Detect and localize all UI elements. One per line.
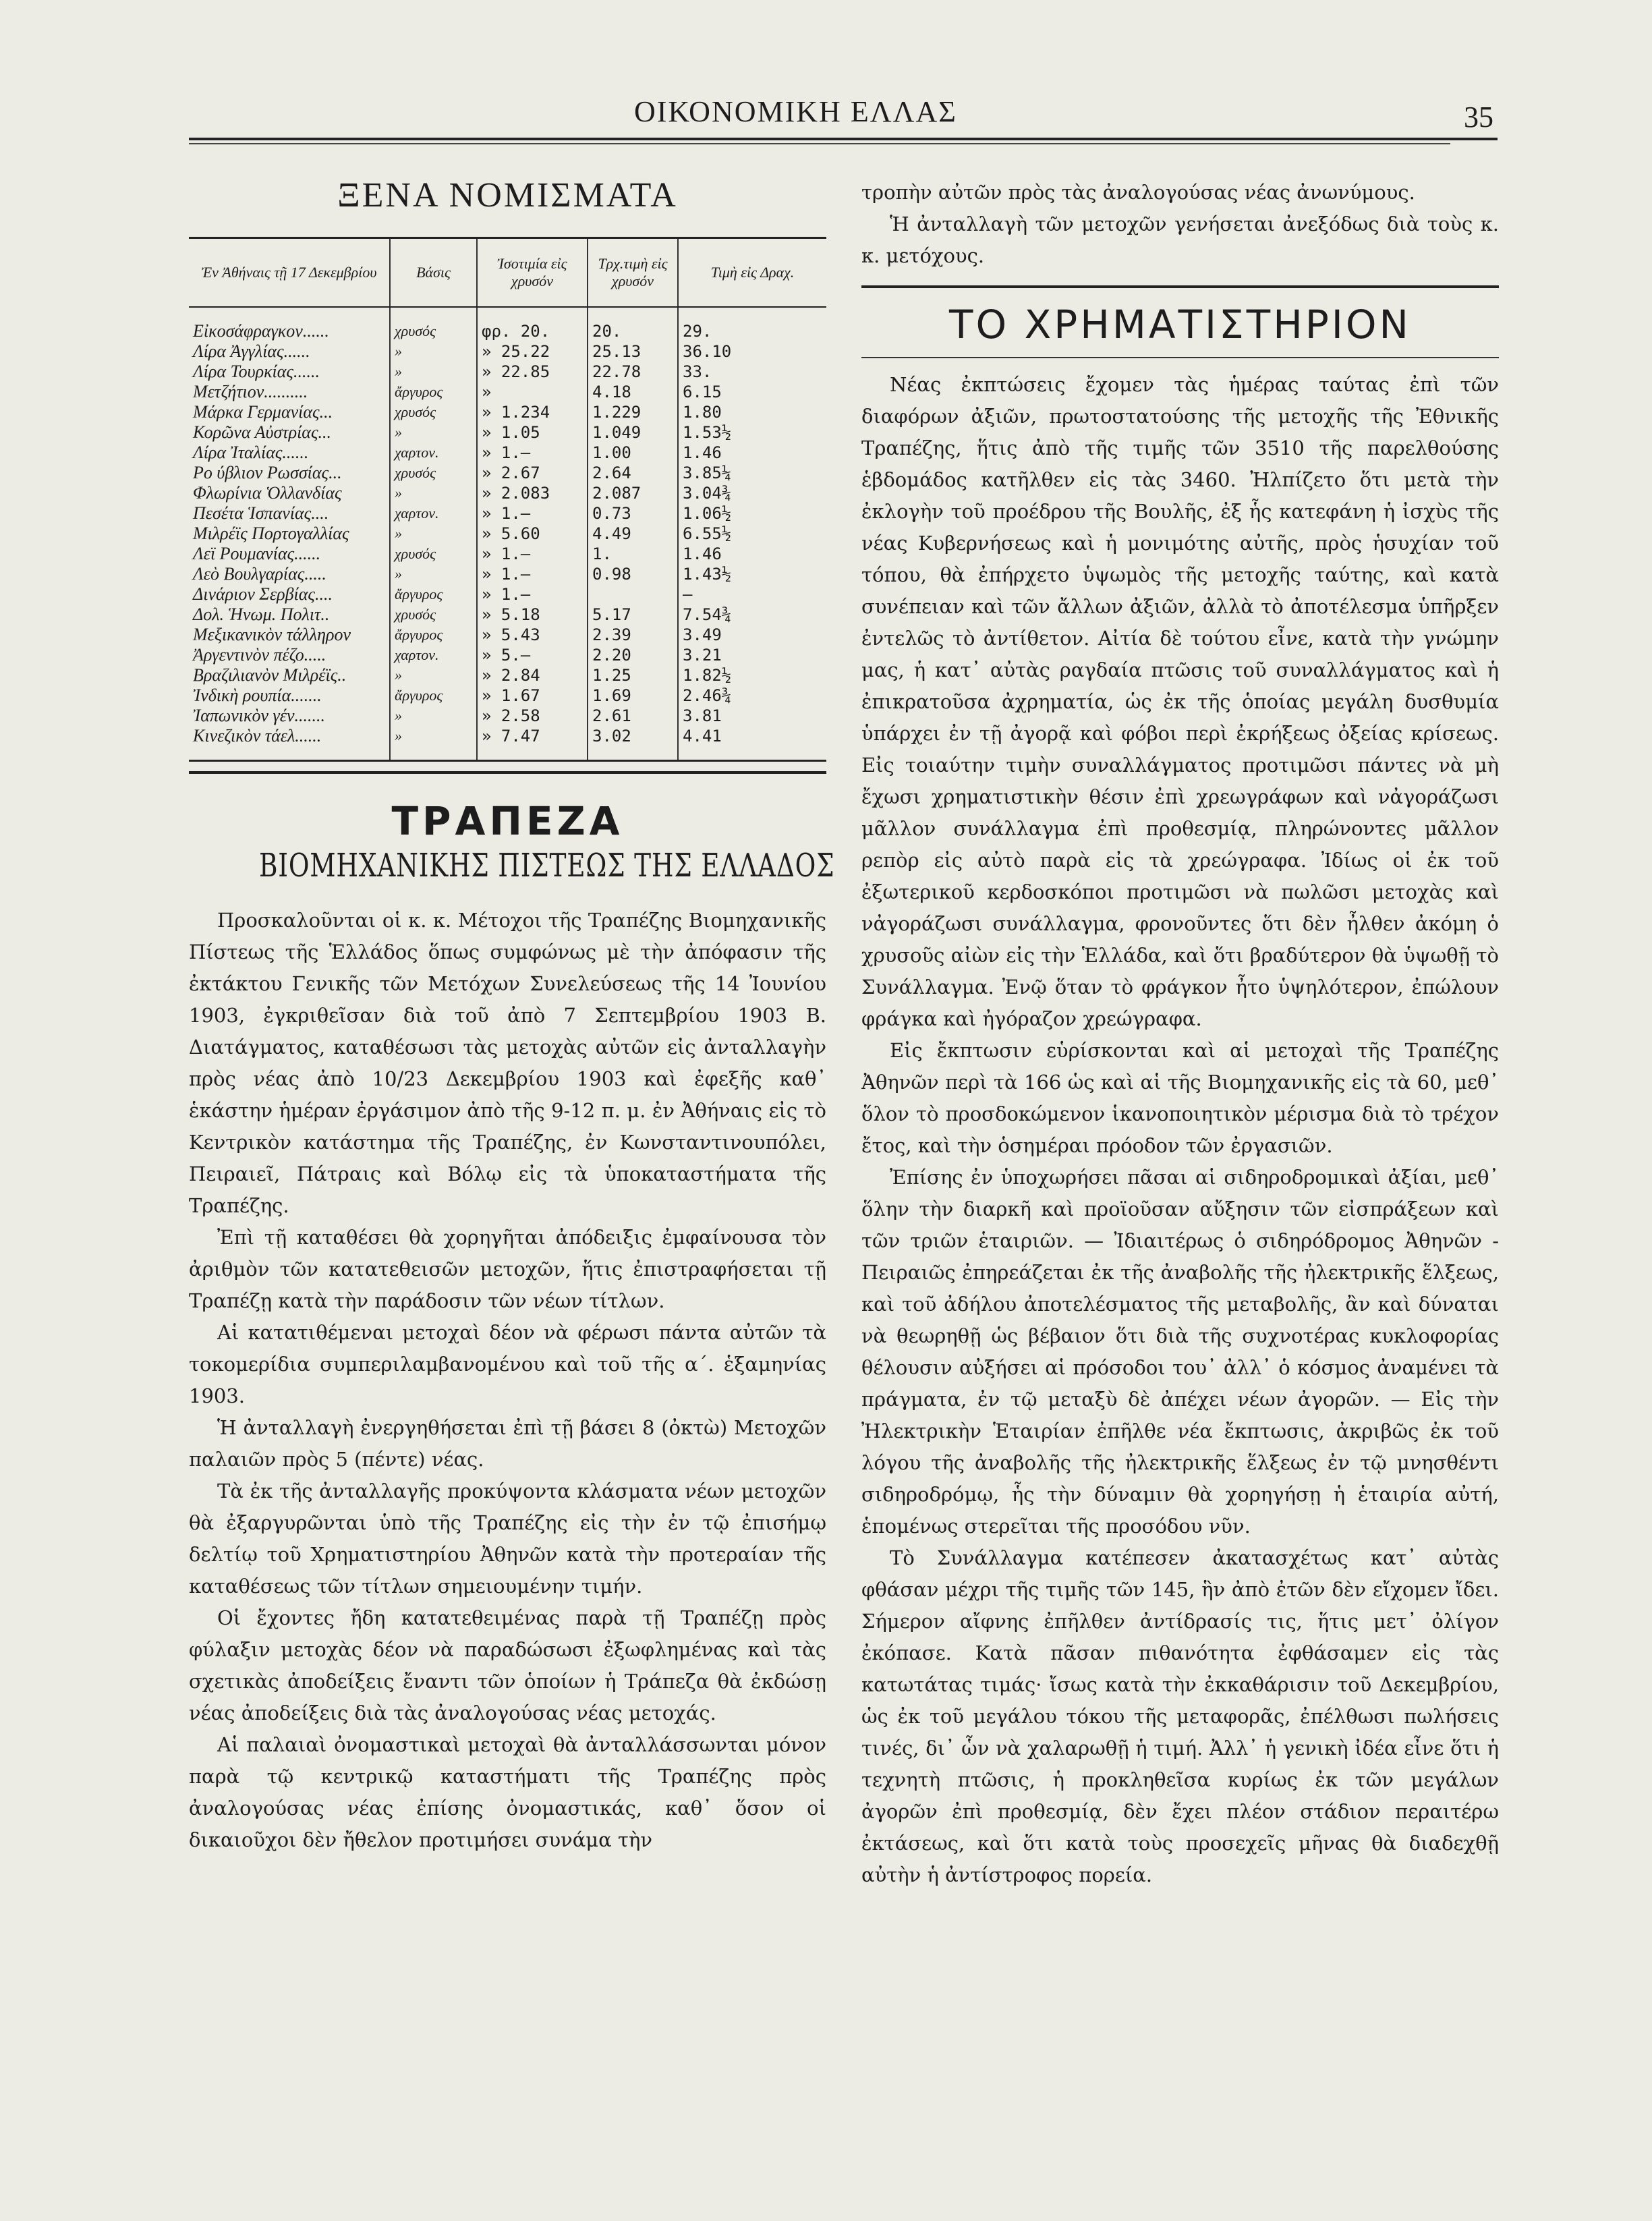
- bank-paragraph-1: Προσκαλοῦνται οἱ κ. κ. Μέτοχοι τῆς Τραπέζης Βιομηχανικῆς Πίστεως τῆς Ἑλλάδος ὅπως συμφώνως μὲ τὴν ἀπόφασιν τῆς ἐκτάκτου Γενικῆς τῶν Μετόχων Συνελεύσεως τῆς 14 Ἰουνίου 1903, ἐγκριθεῖσαν διὰ τοῦ ἀπὸ 7 Σεπτεμβρίου 1903 Β. Διατάγματος, καταθέσωσι τὰς μετοχὰς αὐτῶν εἰς ἀνταλλαγὴν πρὸς νέας ἀπὸ 10/23 Δεκεμβρίου 1903 καὶ ἐφεξῆς καθ᾽ ἑκάστην ἡμέραν ἐργάσιμον ἀπὸ τῆς 9-12 π. μ. ἐν Ἀθήναις εἰς τὸ Κεντρικὸν κατάστημα τῆς Τραπέζης, ἐν Κωνσταντινουπόλει, Πειραιεῖ, Πάτραις καὶ Βόλῳ εἰς τὰ ὑποκαταστήματα τῆς Τραπέζης.: [189, 909, 826, 1217]
- currency-drachma-price: 1.06½: [683, 504, 732, 523]
- currency-drachma-price: 3.21: [683, 646, 722, 665]
- currency-row: [189, 665, 826, 685]
- currency-drachma-price: 33.: [683, 362, 712, 381]
- currency-name: Κορῶνα Αὐστρίας...: [189, 422, 390, 443]
- currency-name: Μεξικανικὸν τάλληρον: [189, 625, 390, 645]
- currency-name: Ρο ύβλιον Ρωσσίας...: [189, 463, 390, 483]
- bank-paragraph-2: Ἐπὶ τῇ καταθέσει θὰ χορηγῆται ἀπόδειξις ἐμφαίνουσα τὸν ἀριθμὸν τῶν κατατεθεισῶν μετοχῶν, ἥτις ἐπιστραφήσεται τῇ Τραπέζῃ κατὰ τὴν παράδοσιν τῶν νέων τίτλων.: [189, 1226, 826, 1312]
- currency-parity: φρ. 20.: [477, 307, 588, 341]
- currency-row: [189, 685, 826, 706]
- currency-name: Λίρα Τουρκίας......: [189, 362, 390, 382]
- currency-basis: ἄργυρος: [390, 685, 477, 706]
- currency-gold-price: 1.25: [588, 665, 678, 685]
- currency-name: Μάρκα Γερμανίας...: [189, 402, 390, 422]
- currency-name: Μετζήτιον..........: [189, 382, 390, 402]
- currency-basis: »: [390, 483, 477, 503]
- currency-basis: χρυσός: [390, 544, 477, 564]
- currency-parity: » 2.58: [477, 706, 588, 726]
- currency-drachma-price: 7.54¾: [683, 605, 732, 624]
- currency-table: [189, 237, 826, 762]
- header-rule: [189, 138, 1498, 140]
- currency-drachma-price: 1.46: [683, 544, 722, 563]
- currency-gold-price: 5.17: [588, 605, 678, 625]
- currency-row: [189, 307, 826, 341]
- currency-row: [189, 443, 826, 463]
- stock-paragraph-2: Εἰς ἔκπτωσιν εὑρίσκονται καὶ αἱ μετοχαὶ τῆς Τραπέζης Ἀθηνῶν περὶ τὰ 166 ὡς καὶ αἱ τῆς Βιομηχανικῆς εἰς τὰ 60, μεθ᾽ ὅλον τὸ προσδοκώμενον ἱκανοποιητικὸν μέρισμα διὰ τὸ τρέχον ἔτος, καὶ τὴν ὁσημέραι πρόοδον τῶν ἐργασιῶν.: [861, 1039, 1499, 1157]
- currency-basis: »: [390, 341, 477, 362]
- currency-row: [189, 584, 826, 605]
- currency-basis: ἄργυρος: [390, 625, 477, 645]
- currency-name: Δολ. Ἡνωμ. Πολιτ..: [189, 605, 390, 625]
- currency-gold-price: 25.13: [588, 341, 678, 362]
- currency-table-body: [189, 307, 826, 761]
- currency-name: Λίρα Ἰταλίας......: [189, 443, 390, 463]
- currency-parity: » 5.43: [477, 625, 588, 645]
- currency-gold-price: 1.: [588, 544, 678, 564]
- currency-basis: χαρτον.: [390, 443, 477, 463]
- currency-table-header: [189, 238, 826, 308]
- currency-drachma-price: —: [683, 585, 693, 604]
- currency-basis: »: [390, 524, 477, 544]
- currency-drachma-price: 1.80: [683, 403, 722, 422]
- currency-drachma-price: 3.85¼: [683, 463, 732, 482]
- currency-drachma-price: 29.: [683, 322, 712, 341]
- currency-row: [189, 463, 826, 483]
- stock-exchange-title: ΤΟ ΧΡΗΜΑΤΙΣΤΗΡΙΟΝ: [949, 302, 1411, 347]
- column-header-drachma-price: Τιμὴ εἰς Δραχ.: [678, 238, 826, 308]
- right-column: [861, 177, 1499, 1891]
- running-title: ΟΙΚΟΝΟΜΙΚΗ ΕΛΛΑΣ: [634, 95, 957, 128]
- currency-gold-price: 1.00: [588, 443, 678, 463]
- left-column: [189, 162, 835, 1856]
- currency-basis: χρυσός: [390, 402, 477, 422]
- bank-paragraph-4: Ἡ ἀνταλλαγὴ ἐνεργηθήσεται ἐπὶ τῇ βάσει 8 (ὀκτὼ) Μετοχῶν παλαιῶν πρὸς 5 (πέντε) νέας.: [189, 1416, 826, 1471]
- currency-gold-price: 1.69: [588, 685, 678, 706]
- bank-paragraph-7: Αἱ παλαιαὶ ὀνομαστικαὶ μετοχαὶ θὰ ἀνταλλάσσωνται μόνον παρὰ τῷ κεντρικῷ καταστήματι τῆς Τραπέζης πρὸς ἀναλογούσας νέας ἐπίσης ὀνομαστικάς, καθ᾽ ὅσον οἱ δικαιοῦχοι δὲν ἤθελον προτιμήσει συνάμα τὴν: [189, 1733, 826, 1851]
- bank-paragraph-5: Τὰ ἐκ τῆς ἀνταλλαγῆς προκύψοντα κλάσματα νέων μετοχῶν θὰ ἐξαργυρῶνται ὑπὸ τῆς Τραπέζης εἰς τὴν ἐν τῷ ἐπισήμῳ δελτίῳ τοῦ Χρηματιστηρίου Ἀθηνῶν κατὰ τὴν προτεραίαν τῆς καταθέσεως τῶν τίτλων σημειουμένην τιμήν.: [189, 1480, 826, 1598]
- currency-gold-price: 2.39: [588, 625, 678, 645]
- stock-paragraph-3: Ἐπίσης ἐν ὑποχωρήσει πᾶσαι αἱ σιδηροδρομικαὶ ἀξίαι, μεθ᾽ ὅλην τὴν διαρκῆ καὶ προϊοῦσαν αὔξησιν τῶν εἰσπράξεων καὶ τῶν τριῶν ἑταιριῶν. — Ἰδιαιτέρως ὁ σιδηρόδρομος Ἀθηνῶν - Πειραιῶς ἐπηρεάζεται ἐκ τῆς ἀναβολῆς τῆς ἠλεκτρικῆς ἕλξεως, καὶ τοῦ ἀδήλου ἀποτελέσματος τῆς μεταβολῆς, ἂν καὶ δύναται νὰ θεωρηθῇ ὡς βέβαιον ὅτι διὰ τῆς συχνοτέρας κυκλοφορίας θέλουσιν αὐξήσει αἱ πρόσοδοι του᾽ ἀλλ᾽ ὁ κόσμος ἀναμένει τὰ πράγματα, ἐν τῷ μεταξὺ δὲ ἀπέχει νέων ἀγορῶν. — Εἰς τὴν Ἠλεκτρικὴν Ἑταιρίαν ἐπῆλθε νέα ἔκπτωσις, ἀκριβῶς ἐκ τοῦ λόγου τῆς ἀναβολῆς τῆς ἠλεκτρικῆς ἕλξεως ἐν τῷ μνησθέντι σιδηροδρόμῳ, ἧς τὴν δύναμιν θὰ χορηγήσῃ ἡ ἑταιρία αὐτή, ἑπομένως στερεῖται τῆς προσόδου νῦν.: [861, 1166, 1499, 1538]
- continuation-paragraph: Ἡ ἀνταλλαγὴ τῶν μετοχῶν γενήσεται ἀνεξόδως διὰ τοὺς κ. κ. μετόχους.: [861, 213, 1499, 267]
- currency-row: [189, 645, 826, 665]
- currency-gold-price: [588, 584, 678, 605]
- currency-gold-price: 2.61: [588, 706, 678, 726]
- currency-gold-price: 0.73: [588, 503, 678, 524]
- currency-name: Ἰαπωνικὸν γέν.......: [189, 706, 390, 726]
- currency-drachma-price: 1.82½: [683, 666, 732, 685]
- continuation-line: τροπὴν αὐτῶν πρὸς τὰς ἀναλογούσας νέας ἀνωνύμους.: [861, 181, 1415, 204]
- currency-row: [189, 605, 826, 625]
- currency-drachma-price: 4.41: [678, 726, 826, 761]
- stock-divider: [861, 285, 1499, 288]
- currency-name: Κινεζικὸν τάελ......: [189, 726, 390, 761]
- page-number: 35: [1464, 101, 1493, 134]
- currency-parity: » 1.67: [477, 685, 588, 706]
- currency-basis: ἄργυρος: [390, 584, 477, 605]
- currency-drachma-price: 1.46: [683, 443, 722, 462]
- currency-parity: » 22.85: [477, 362, 588, 382]
- currency-drachma-price: 2.46¾: [683, 686, 732, 705]
- currency-name: Ἰνδικὴ ρουπία.......: [189, 685, 390, 706]
- currency-gold-price: 3.02: [588, 726, 678, 761]
- stock-paragraph-1: Νέας ἐκπτώσεις ἔχομεν τὰς ἡμέρας ταύτας ἐπὶ τῶν διαφόρων ἀξιῶν, πρωτοστατούσης τῆς μετοχῆς τῆς Ἐθνικῆς Τραπέζης, ἥτις ἀπὸ τῆς τιμῆς τῶν 3510 τῆς παρελθούσης ἑβδομάδος κατῆλθεν εἰς τὰς 3460. Ἠλπίζετο ὅτι μετὰ τὴν ἐκλογὴν τοῦ προέδρου τῆς Βουλῆς, ἐξ ἧς κατεφάνη ἡ ἰσχὺς τῆς νέας Κυβερνήσεως καὶ ἡ μονιμότης αὐτῆς, πρὸς ἡσυχίαν τοῦ τόπου, θὰ ἐπήρχετο ὑψωμὸς τῆς μετοχῆς ταύτης, καὶ κατὰ συνέπειαν καὶ τῶν ἄλλων ἀξιῶν, ἀλλὰ τὸ ἀποτέλεσμα ὑπῆρξεν ἐντελῶς τὸ ἀντίθετον. Αἰτία δὲ τούτου εἶνε, κατὰ τὴν γνώμην μας, ἡ κατ᾽ αὐτὰς ραγδαία πτῶσις τοῦ συναλλάγματος καὶ ἡ ἐπικρατοῦσα ἀχρηματία, ὡς ἐκ τῆς ὁποίας μεγάλη δυσθυμία ὑπάρχει ἐν τῇ ἀγορᾷ καὶ φόβοι περὶ ἐκρήξεως ὀξείας κρίσεως. Εἰς τοιαύτην τιμὴν συναλλάγματος προτιμῶσι πάντες νὰ μὴ ἔχωσι χρηματιστικὴν θέσιν ἐπὶ χρεωγράφων καὶ νἀγοράζωσι μᾶλλον συνάλλαγμα ἐπὶ προθεσμίᾳ, πληρώνοντες μᾶλλον ρεπὸρ εἰς αὐτὸ παρὰ εἰς τὰ χρεώγραφα. Ἰδίως οἱ ἐκ τοῦ ἐξωτερικοῦ κερδοσκόποι προτιμῶσι νὰ πωλῶσι μετοχὰς καὶ νἀγοράζωσι συνάλλαγμα, φρονοῦντες ὅτι δὲν ἦλθεν ἀκόμη ὁ χρυσοῦς αἰὼν εἰς τὴν Ἑλλάδα, καὶ ὅτι βραδύτερον θὰ ὑψωθῇ τὸ Συνάλλαγμα. Ἐνῷ ὅταν τὸ φράγκον ἦτο ὑψηλότερον, ἐπώλουν φράγκα καὶ ἠγόραζον χρεώγραφα.: [861, 373, 1499, 1030]
- currency-parity: » 2.84: [477, 665, 588, 685]
- currency-drachma-price: 3.04¾: [683, 484, 732, 503]
- currency-row: [189, 544, 826, 564]
- currency-parity: »: [477, 382, 588, 402]
- currency-drachma-price: 3.81: [683, 706, 722, 725]
- currency-basis: χαρτον.: [390, 645, 477, 665]
- currency-basis: »: [390, 665, 477, 685]
- bank-paragraph-6: Οἱ ἔχοντες ἤδη κατατεθειμένας παρὰ τῇ Τραπέζῃ πρὸς φύλαξιν μετοχὰς δέον νὰ παραδώσωσι ἐξωφλημένας καὶ τὰς σχετικὰς ἀποδείξεις ἔναντι τῶν ὁποίων ἡ Τράπεζα θὰ ἐκδώσῃ νέας ἀποδείξεις διὰ τὰς ἀναλογούσας νέας μετοχάς.: [189, 1606, 826, 1724]
- header-rule-thin: [189, 143, 1450, 144]
- currency-row: [189, 524, 826, 544]
- currency-drachma-price: 1.43½: [683, 565, 732, 584]
- currency-row: [189, 341, 826, 362]
- bank-notice-title: ΤΡΑΠΕΖΑ: [391, 798, 624, 844]
- currency-gold-price: 2.20: [588, 645, 678, 665]
- currency-basis: χρυσός: [390, 463, 477, 483]
- currency-gold-price: 4.18: [588, 382, 678, 402]
- currency-name: Βραζιλιανὸν Μιλρέϊς..: [189, 665, 390, 685]
- column-header-basis: Βάσις: [390, 238, 477, 308]
- currency-parity: » 25.22: [477, 341, 588, 362]
- currency-gold-price: 0.98: [588, 564, 678, 584]
- currency-name: Εἰκοσάφραγκον......: [189, 307, 390, 341]
- currency-gold-price: 2.087: [588, 483, 678, 503]
- currency-basis: »: [390, 362, 477, 382]
- currency-basis: »: [390, 564, 477, 584]
- currency-row: [189, 402, 826, 422]
- currency-name: Λεὸ Βουλγαρίας.....: [189, 564, 390, 584]
- currency-row: [189, 422, 826, 443]
- currency-basis: χαρτον.: [390, 503, 477, 524]
- bank-notice-subtitle: ΒΙΟΜΗΧΑΝΙΚΗΣ ΠΙΣΤΕΩΣ ΤΗΣ ΕΛΛΑΔΟΣ: [258, 847, 835, 884]
- currency-name: Δινάριον Σερβίας....: [189, 584, 390, 605]
- currency-parity: » 7.47: [477, 726, 588, 761]
- column-header-parity: Ἰσοτιμία εἰς χρυσόν: [477, 238, 588, 308]
- currency-name: Φλωρίνια Ὁλλανδίας: [189, 483, 390, 503]
- currency-row: [189, 706, 826, 726]
- currency-row: [189, 382, 826, 402]
- section-divider: [189, 771, 826, 774]
- currency-parity: » 5.—: [477, 645, 588, 665]
- currency-parity: » 2.083: [477, 483, 588, 503]
- currency-basis: χρυσός: [390, 307, 477, 341]
- currency-gold-price: 1.229: [588, 402, 678, 422]
- currency-row: [189, 503, 826, 524]
- currency-parity: » 1.05: [477, 422, 588, 443]
- currency-drachma-price: 1.53½: [683, 423, 732, 442]
- currency-basis: χρυσός: [390, 605, 477, 625]
- currency-name: Λίρα Ἀγγλίας......: [189, 341, 390, 362]
- bank-paragraph-3: Αἱ κατατιθέμεναι μετοχαὶ δέον νὰ φέρωσι πάντα αὐτῶν τὰ τοκομερίδια συμπεριλαμβανομένου καὶ τοῦ τῆς α΄. ἑξαμηνίας 1903.: [189, 1321, 826, 1407]
- currency-row: [189, 483, 826, 503]
- stock-title-rule: [861, 357, 1499, 358]
- currency-basis: »: [390, 726, 477, 761]
- currency-parity: » 2.67: [477, 463, 588, 483]
- currency-name: Μιλρέϊς Πορτογαλλίας: [189, 524, 390, 544]
- currency-drachma-price: 6.55½: [683, 524, 732, 543]
- currency-gold-price: 1.049: [588, 422, 678, 443]
- currency-parity: » 5.60: [477, 524, 588, 544]
- currency-drachma-price: 36.10: [683, 342, 732, 361]
- currency-parity: » 1.234: [477, 402, 588, 422]
- currency-drachma-price: 6.15: [683, 383, 722, 401]
- stock-paragraph-4: Τὸ Συνάλλαγμα κατέπεσεν ἀκατασχέτως κατ᾽ αὐτὰς φθάσαν μέχρι τῆς τιμῆς τῶν 145, ἣν ἀπὸ ἐτῶν δὲν εἴχομεν ἴδει. Σήμερον αἴφνης ἐπῆλθεν ἀντίδρασίς τις, ἥτις μετ᾽ ὀλίγον ἐκόπασε. Κατὰ πᾶσαν πιθανότητα ἐφθάσαμεν εἰς τὰς κατωτάτας τιμάς· ἴσως κατὰ τὴν ἐκκαθάρισιν τοῦ Δεκεμβρίου, ὡς ἐκ τοῦ μεγάλου τόκου τῆς μεταφορᾶς, ἐπέλθωσι πωλήσεις τινές, δι᾽ ὧν νὰ χαλαρωθῇ ἡ τιμή. Ἀλλ᾽ ἡ γενικὴ ἰδέα εἶνε ὅτι ἡ τεχνητὴ πτῶσις, ἡ προκληθεῖσα κυρίως ἐκ τῶν μεγάλων ἀγορῶν ἐπὶ προθεσμίᾳ, δὲν ἔχει πλέον στάδιον περαιτέρω ἐκτάσεως, καὶ ὅτι κατὰ τοὺς προσεχεῖς μῆνας θὰ διαδεχθῇ αὐτὴν ἡ ἀντίστροφος πορεία.: [861, 1546, 1499, 1886]
- column-header-date: Ἐν Ἀθήναις τῇ 17 Δεκεμβρίου: [189, 238, 390, 308]
- currency-basis: »: [390, 422, 477, 443]
- currency-parity: » 1.—: [477, 564, 588, 584]
- currency-row: [189, 625, 826, 645]
- currency-parity: » 1.—: [477, 544, 588, 564]
- currency-gold-price: 22.78: [588, 362, 678, 382]
- currency-gold-price: 4.49: [588, 524, 678, 544]
- currency-row: [189, 362, 826, 382]
- currency-name: Πεσέτα Ἱσπανίας....: [189, 503, 390, 524]
- currency-gold-price: 2.64: [588, 463, 678, 483]
- currency-basis: ἄργυρος: [390, 382, 477, 402]
- currency-row: [189, 726, 826, 761]
- column-header-current-gold: Τρχ.τιμὴ εἰς χρυσόν: [588, 238, 678, 308]
- currency-name: Λεϊ Ρουμανίας......: [189, 544, 390, 564]
- currency-gold-price: 20.: [588, 307, 678, 341]
- currency-parity: » 1.—: [477, 584, 588, 605]
- currency-parity: » 1.—: [477, 503, 588, 524]
- currency-basis: »: [390, 706, 477, 726]
- currency-parity: » 1.—: [477, 443, 588, 463]
- currency-row: [189, 564, 826, 584]
- currency-parity: » 5.18: [477, 605, 588, 625]
- currency-drachma-price: 3.49: [683, 625, 722, 644]
- currencies-title: ΞΕΝΑ ΝΟΜΙΣΜΑΤΑ: [337, 176, 678, 215]
- currency-name: Ἀργεντινὸν πέζο.....: [189, 645, 390, 665]
